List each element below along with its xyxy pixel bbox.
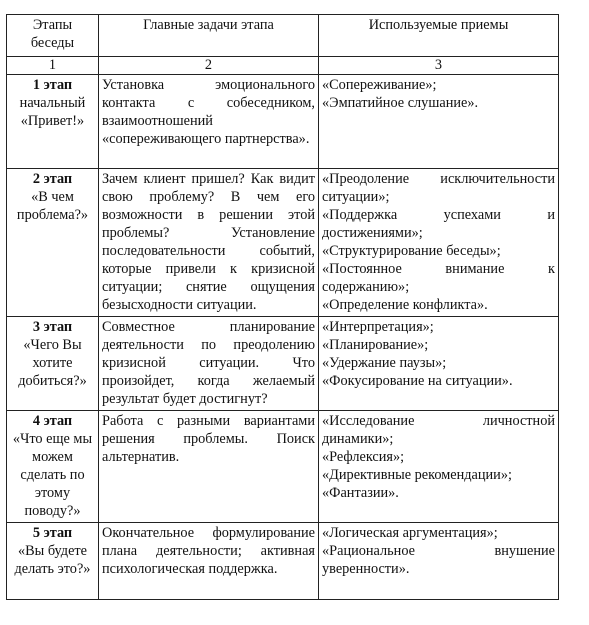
stage-name: «Что еще мы можем сделать по этому поводу?» [12, 431, 93, 519]
techniques-cell [319, 317, 559, 411]
header-techniques: Используемые приемы [319, 15, 559, 57]
column-number: 2 [99, 57, 319, 75]
technique-item: «Постоянное внимание к содержанию»; [322, 261, 555, 295]
tasks-cell: Работа с разными вариантами решения проблемы. Поиск альтернатив. [99, 411, 319, 523]
technique-item: «Сопереживание»; [322, 77, 437, 93]
technique-item: «Определение конфликта». [322, 297, 488, 313]
technique-item: «Удержание паузы»; [322, 355, 447, 371]
stage-cell [7, 411, 99, 523]
technique-item: «Преодоление исключительности ситуации»; [322, 171, 555, 205]
column-number-row [7, 57, 559, 75]
table-row [7, 317, 559, 411]
table-row [7, 75, 559, 169]
header-row [7, 15, 559, 57]
technique-item: «Планирование»; [322, 337, 429, 353]
stage-cell [7, 317, 99, 411]
technique-item: «Рефлексия»; [322, 449, 405, 465]
header-tasks: Главные задачи этапа [99, 15, 319, 57]
stage-name: «Вы будете делать это?» [14, 543, 91, 577]
tasks-cell: Зачем клиент пришел? Как видит свою проблему? В чем его возможности в решении этой проблемы? Установление последовательности событий, которые привели к кризисной ситуации; снятие ощущения безысходности ситуации. [99, 169, 319, 317]
stage-cell [7, 169, 99, 317]
stage-number: 3 этап [32, 319, 73, 335]
stage-cell [7, 523, 99, 600]
technique-item: «Фокусирование на ситуации». [322, 373, 513, 389]
stage-number: 5 этап [32, 525, 73, 541]
stage-number: 2 этап [32, 171, 73, 187]
column-number: 3 [319, 57, 559, 75]
stage-number: 1 этап [32, 77, 73, 93]
header-stages: Этапы беседы [7, 15, 99, 57]
technique-item: «Интерпретация»; [322, 319, 434, 335]
stage-name: «Чего Вы хотите добиться?» [18, 337, 87, 389]
stages-table [6, 14, 559, 600]
stage-name: начальный «Привет!» [19, 95, 86, 129]
table-row [7, 411, 559, 523]
techniques-cell [319, 169, 559, 317]
techniques-cell [319, 523, 559, 600]
technique-item: «Директивные рекомендации»; [322, 467, 512, 483]
technique-item: «Логическая аргументация»; [322, 525, 498, 541]
technique-item: «Рациональное внушение уверенности». [322, 543, 555, 577]
stage-number: 4 этап [32, 413, 73, 429]
technique-item: «Структурирование беседы»; [322, 243, 501, 259]
tasks-cell: Окончательное формулирование плана деятельности; активная психологическая поддержка. [99, 523, 319, 600]
tasks-cell: Совместное планирование деятельности по преодолению кризисной ситуации. Что произойдет, когда желаемый результат будет достигнут? [99, 317, 319, 411]
stage-name: «В чем проблема?» [16, 189, 89, 223]
techniques-cell [319, 75, 559, 169]
techniques-cell [319, 411, 559, 523]
technique-item: «Исследование личностной динамики»; [322, 413, 555, 447]
technique-item: «Поддержка успехами и достижениями»; [322, 207, 555, 241]
table-row [7, 169, 559, 317]
column-number: 1 [7, 57, 99, 75]
technique-item: «Фантазии». [322, 485, 399, 501]
stage-cell [7, 75, 99, 169]
tasks-cell: Установка эмоционального контакта с собеседником, взаимоотношений «сопереживающего партнерства». [99, 75, 319, 169]
table-row [7, 523, 559, 600]
technique-item: «Эмпатийное слушание». [322, 95, 479, 111]
